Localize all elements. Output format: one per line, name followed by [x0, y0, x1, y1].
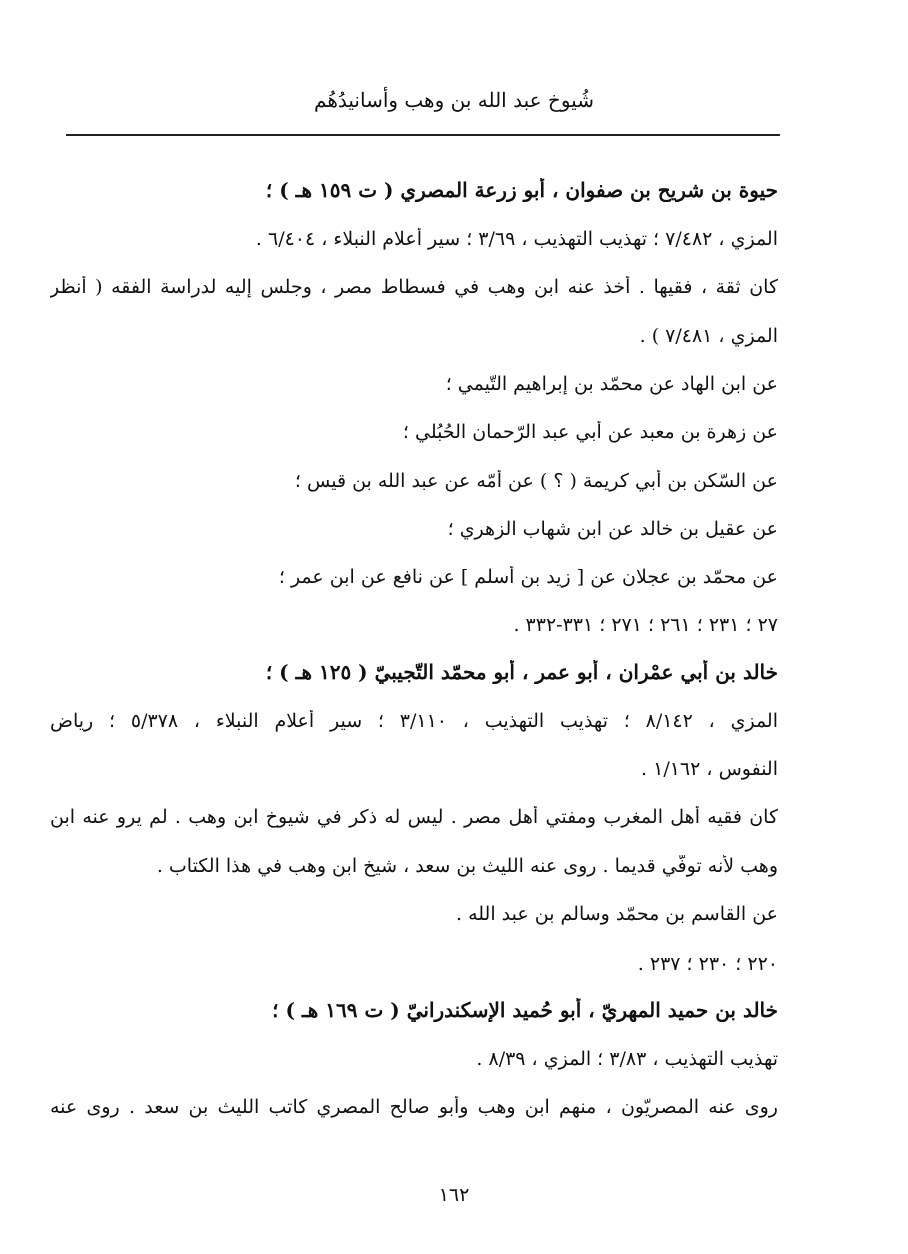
- reference-line: النفوس ، ١/١٦٢ .: [641, 758, 778, 780]
- biography-line: كان ثقة ، فقيها . أخذ عنه ابن وهب في فسطاط مصر ، وجلس إليه لدراسة الفقه ( أنظر: [50, 276, 778, 298]
- hadith-numbers: ٢٧ ؛ ٢٣١ ؛ ٢٦١ ؛ ٢٧١ ؛ ٣٣١-٣٣٢ .: [513, 614, 778, 636]
- page-number: ١٦٢: [438, 1184, 470, 1206]
- biography-line: المزي ، ٧/٤٨١ ) .: [639, 325, 778, 347]
- biography-line: وهب لأنه توفّي قديما . روى عنه الليث بن سعد ، شيخ ابن وهب في هذا الكتاب .: [156, 855, 778, 877]
- header-rule: [66, 134, 780, 136]
- reference-line: المزي ، ٧/٤٨٢ ؛ تهذيب التهذيب ، ٣/٦٩ ؛ سير أعلام النبلاء ، ٦/٤٠٤ .: [255, 228, 778, 250]
- biography-line: روى عنه المصريّون ، منهم ابن وهب وأبو صالح المصري كاتب الليث بن سعد . روى عنه: [50, 1096, 778, 1118]
- isnad-line: عن القاسم بن محمّد وسالم بن عبد الله .: [456, 903, 778, 925]
- hadith-numbers: ٢٢٠ ؛ ٢٣٠ ؛ ٢٣٧ .: [637, 953, 778, 975]
- running-header: شُيوخ عبد الله بن وهب وأسانيدُهُم: [314, 88, 594, 112]
- isnad-line: عن زهرة بن معبد عن أبي عبد الرّحمان الحُبُلي ؛: [402, 421, 778, 443]
- entry-heading: خالد بن حميد المهريّ ، أبو حُميد الإسكندرانيّ ( ت ١٦٩ هـ ) ؛: [272, 998, 778, 1022]
- biography-line: كان فقيه أهل المغرب ومفتي أهل مصر . ليس له ذكر في شيوخ ابن وهب . لم يرو عنه ابن: [50, 806, 778, 828]
- isnad-line: عن السّكن بن أبي كريمة ( ؟ ) عن أمّه عن عبد الله بن قيس ؛: [294, 470, 778, 492]
- isnad-line: عن محمّد بن عجلان عن [ زيد بن أسلم ] عن نافع عن ابن عمر ؛: [278, 566, 778, 588]
- isnad-line: عن عقيل بن خالد عن ابن شهاب الزهري ؛: [447, 518, 778, 540]
- entry-heading: حيوة بن شريح بن صفوان ، أبو زرعة المصري ( ت ١٥٩ هـ ) ؛: [265, 178, 778, 202]
- entry-heading: خالد بن أبي عمْران ، أبو عمر ، أبو محمّد التّجيبيّ ( ١٢٥ هـ ) ؛: [265, 660, 778, 684]
- reference-line: تهذيب التهذيب ، ٣/٨٣ ؛ المزي ، ٨/٣٩ .: [476, 1048, 778, 1070]
- reference-line: المزي ، ٨/١٤٢ ؛ تهذيب التهذيب ، ٣/١١٠ ؛ سير أعلام النبلاء ، ٥/٣٧٨ ؛ رياض: [50, 710, 778, 732]
- isnad-line: عن ابن الهاد عن محمّد بن إبراهيم التّيمي ؛: [445, 373, 778, 395]
